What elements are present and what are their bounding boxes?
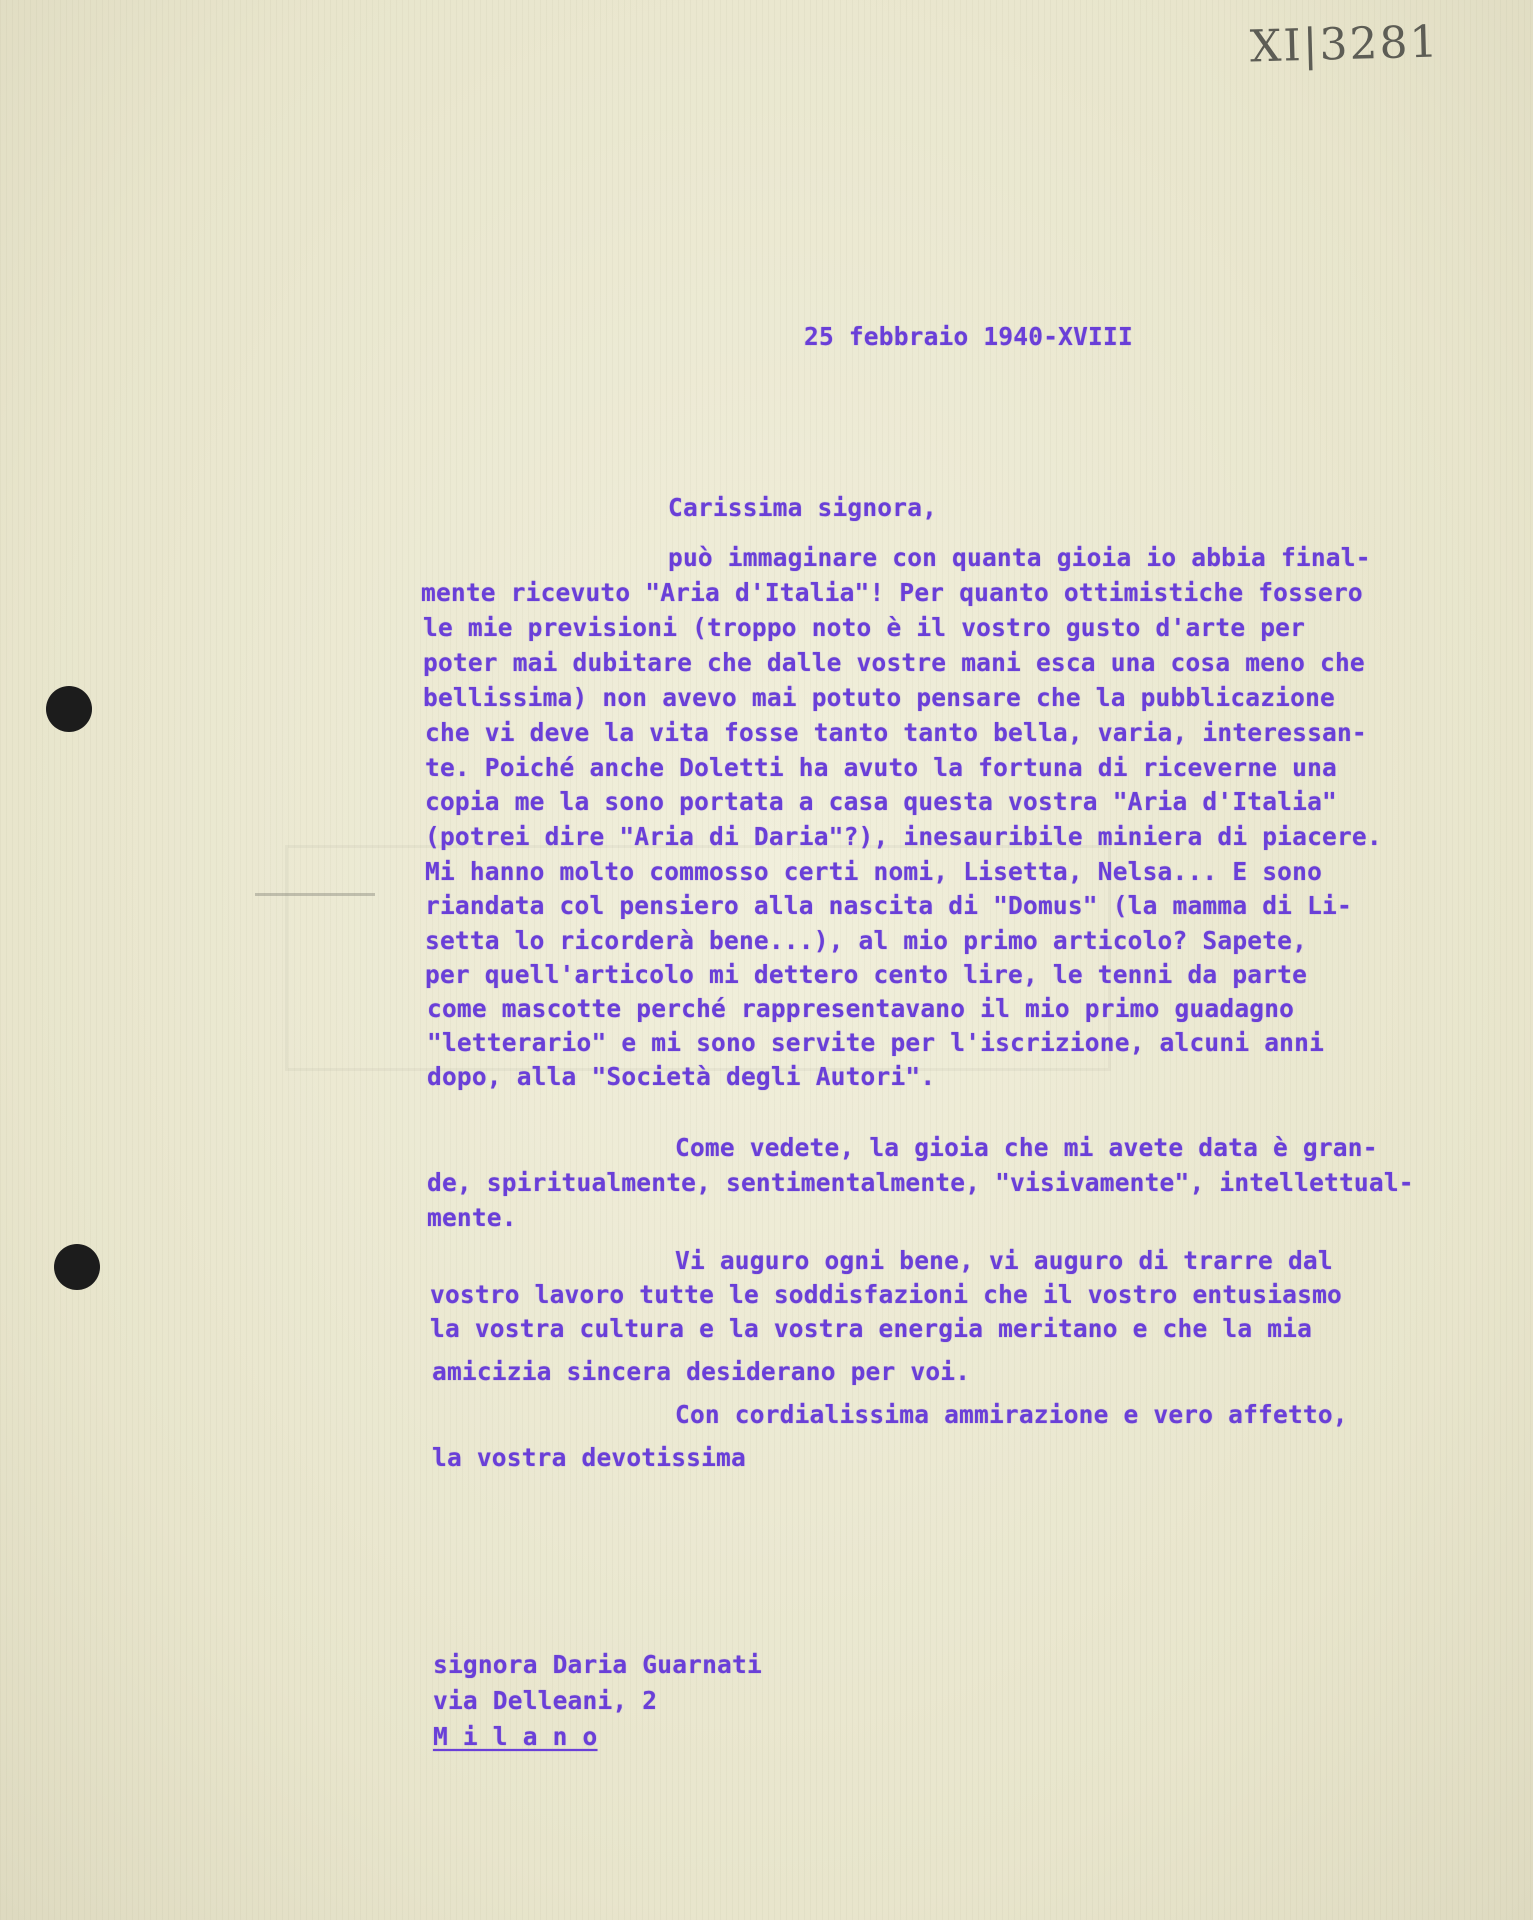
body-line: per quell'articolo mi dettero cento lire, le tenni da parte — [425, 960, 1308, 989]
address-street: via Delleani, 2 — [433, 1686, 658, 1715]
body-line: può immaginare con quanta gioia io abbia final- — [668, 543, 1371, 572]
closing-signoff: la vostra devotissima — [432, 1443, 746, 1472]
body-line: "letterario" e mi sono servite per l'iscrizione, alcuni anni — [427, 1028, 1325, 1057]
body-line: le mie previsioni (troppo noto è il vostro gusto d'arte per — [423, 613, 1306, 642]
body-line: riandata col pensiero alla nascita di "Domus" (la mamma di Li- — [425, 891, 1352, 920]
body-line: Mi hanno molto commosso certi nomi, Lisetta, Nelsa... E sono — [425, 857, 1323, 886]
body-line: setta lo ricorderà bene...), al mio primo articolo? Sapete, — [425, 926, 1308, 955]
body-line: la vostra cultura e la vostra energia meritano e che la mia — [430, 1314, 1313, 1343]
body-line: dopo, alla "Società degli Autori". — [427, 1062, 936, 1091]
body-line: poter mai dubitare che dalle vostre mani esca una cosa meno che — [423, 648, 1365, 677]
body-line: mente. — [427, 1203, 517, 1232]
watermark-mark — [255, 893, 375, 896]
punch-hole-bottom — [54, 1244, 100, 1290]
letter-date: 25 febbraio 1940-XVIII — [804, 322, 1133, 351]
address-city: M i l a n o — [433, 1722, 598, 1751]
salutation: Carissima signora, — [668, 493, 938, 522]
body-line: de, spiritualmente, sentimentalmente, "visivamente", intellettual- — [427, 1168, 1414, 1197]
body-line: copia me la sono portata a casa questa vostra "Aria d'Italia" — [425, 787, 1337, 816]
body-line: (potrei dire "Aria di Daria"?), inesauribile miniera di piacere. — [425, 822, 1382, 851]
body-line: Come vedete, la gioia che mi avete data è gran- — [675, 1133, 1378, 1162]
body-line: Vi auguro ogni bene, vi auguro di trarre dal — [675, 1246, 1333, 1275]
closing-line: Con cordialissima ammirazione e vero affetto, — [675, 1400, 1348, 1429]
archive-number: XI|3281 — [1249, 16, 1441, 73]
body-line: che vi deve la vita fosse tanto tanto bella, varia, interessan- — [425, 718, 1367, 747]
punch-hole-top — [46, 686, 92, 732]
address-name: signora Daria Guarnati — [433, 1650, 762, 1679]
body-line: amicizia sincera desiderano per voi. — [432, 1357, 971, 1386]
body-line: come mascotte perché rappresentavano il mio primo guadagno — [427, 994, 1295, 1023]
body-line: bellissima) non avevo mai potuto pensare che la pubblicazione — [423, 683, 1335, 712]
body-line: te. Poiché anche Doletti ha avuto la fortuna di riceverne una — [425, 753, 1337, 782]
body-line: vostro lavoro tutte le soddisfazioni che il vostro entusiasmo — [430, 1280, 1342, 1309]
body-line: mente ricevuto "Aria d'Italia"! Per quanto ottimistiche fossero — [421, 578, 1363, 607]
